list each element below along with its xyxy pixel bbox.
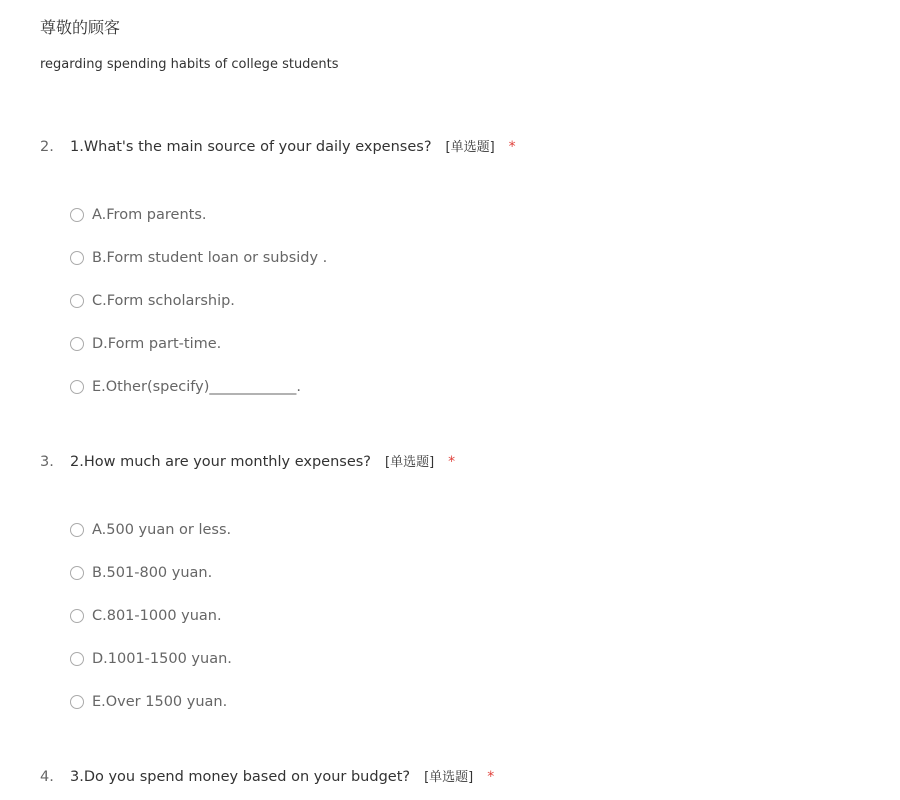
option-label: D.Form part-time.: [92, 336, 222, 352]
option-label: B.Form student loan or subsidy .: [92, 250, 328, 266]
survey-intro: regarding spending habits of college students: [40, 57, 339, 72]
radio-button[interactable]: [70, 380, 84, 394]
option-label: E.Over 1500 yuan.: [92, 694, 228, 710]
required-mark: *: [448, 454, 456, 470]
radio-option[interactable]: [70, 291, 235, 311]
radio-button[interactable]: [70, 208, 84, 222]
option-label: A.From parents.: [92, 207, 207, 223]
radio-button[interactable]: [70, 337, 84, 351]
option-label: C.Form scholarship.: [92, 293, 235, 309]
question-text: 2.How much are your monthly expenses?: [70, 454, 372, 470]
radio-button[interactable]: [70, 652, 84, 666]
radio-option[interactable]: [70, 377, 301, 397]
question-title: [40, 136, 516, 155]
option-label: B.501-800 yuan.: [92, 565, 213, 581]
radio-option[interactable]: [70, 606, 222, 626]
option-label: C.801-1000 yuan.: [92, 608, 222, 624]
radio-option[interactable]: [70, 692, 227, 712]
radio-option[interactable]: [70, 334, 221, 354]
option-label: A.500 yuan or less.: [92, 522, 232, 538]
question-type-tag: [单选题]: [424, 770, 474, 785]
question-number: 3.: [40, 454, 54, 470]
radio-option[interactable]: [70, 563, 212, 583]
question-type-tag: [单选题]: [445, 140, 495, 155]
radio-button[interactable]: [70, 251, 84, 265]
radio-button[interactable]: [70, 294, 84, 308]
required-mark: *: [487, 769, 495, 785]
required-mark: *: [508, 139, 516, 155]
option-label: D.1001-1500 yuan.: [92, 651, 232, 667]
radio-option[interactable]: [70, 520, 231, 540]
radio-button[interactable]: [70, 695, 84, 709]
radio-button[interactable]: [70, 523, 84, 537]
question-type-tag: [单选题]: [385, 455, 435, 470]
radio-option[interactable]: [70, 248, 327, 268]
question-text: 1.What's the main source of your daily expenses?: [70, 139, 432, 155]
radio-button[interactable]: [70, 609, 84, 623]
radio-option[interactable]: [70, 205, 207, 225]
question-title: [40, 766, 494, 785]
radio-button[interactable]: [70, 566, 84, 580]
question-text: 3.Do you spend money based on your budget?: [70, 769, 411, 785]
survey-greeting: 尊敬的顾客: [40, 18, 121, 37]
question-title: [40, 451, 455, 470]
question-number: 4.: [40, 769, 54, 785]
option-label: E.Other(specify)____________.: [92, 379, 301, 395]
question-number: 2.: [40, 139, 54, 155]
radio-option[interactable]: [70, 649, 232, 669]
